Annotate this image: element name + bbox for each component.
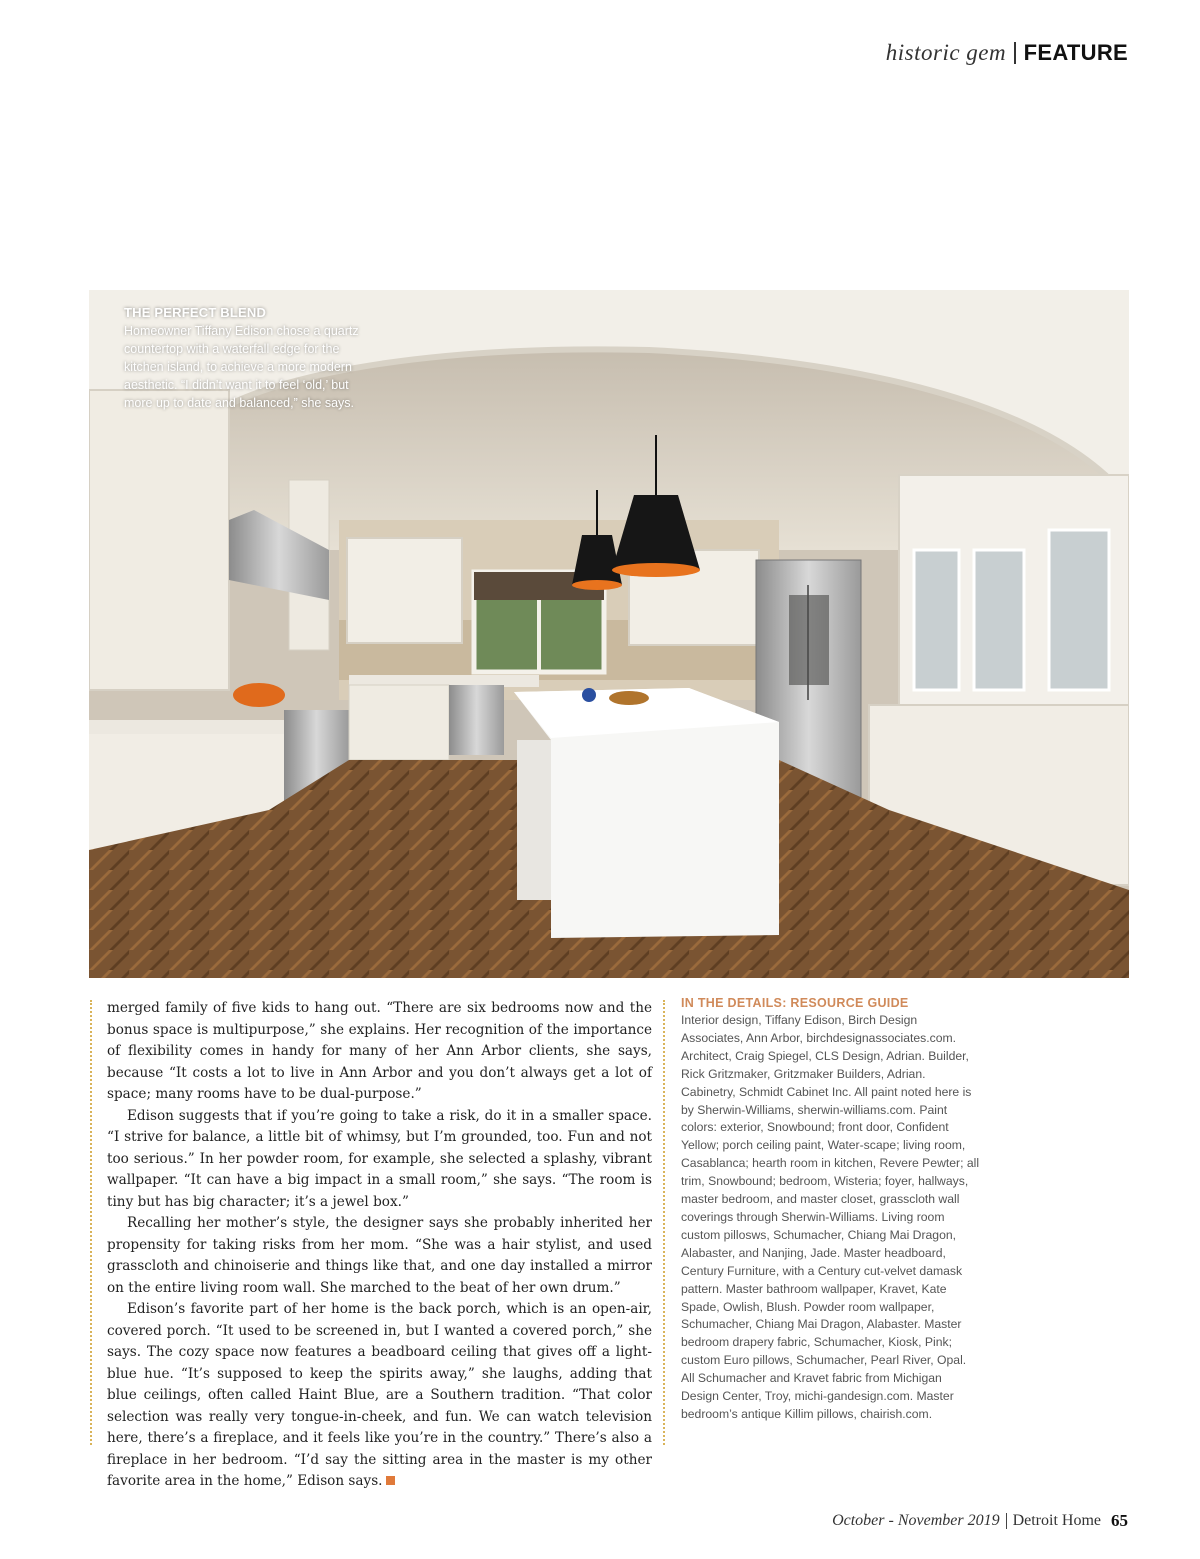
paragraph-3: Recalling her mother’s style, the designer says she probably inherited her propensity for taking risks from her mom. “She was a hair stylist, and used grasscloth and chinoiserie and things like that, and one day installed a mirror on the entire living room wall. She marched to the beat of her own drum.” <box>107 1215 652 1296</box>
footer-divider <box>1006 1513 1007 1529</box>
paragraph-2: Edison suggests that if you’re going to take a risk, do it in a smaller space. “I strive for balance, a little bit of whimsy, but I’m grounded, too. Fun and not too serious.” In her powder room, for example, she selected a splashy, vibrant wallpaper. “It can have a big impact in a small room,” she says. “The room is tiny but has big character; it’s a jewel box.” <box>107 1107 652 1210</box>
kitchen-photo <box>89 290 1129 978</box>
resource-guide-title: IN THE DETAILS: RESOURCE GUIDE <box>681 996 909 1010</box>
page-number: 65 <box>1111 1511 1128 1530</box>
magazine-name: Detroit Home <box>1012 1512 1101 1529</box>
left-column-rule <box>90 1000 92 1445</box>
issue-date: October - November 2019 <box>832 1512 1000 1529</box>
resource-guide <box>681 996 981 1424</box>
paragraph-4 <box>107 1299 652 1493</box>
resource-guide-body: Interior design, Tiffany Edison, Birch Design Associates, Ann Arbor, birchdesignassociates.com. Architect, Craig Spiegel, CLS Design, Adrian. Builder, Rick Gritzmaker, Gritzmaker Builders, Adrian. Cabinetry, Schmidt Cabinet Inc. All paint noted here is by Sherwin-Williams, sherwin-williams.com. Paint colors: exterior, Snowbound; front door, Confident Yellow; porch ceiling paint, Water-scape; living room, Casablanca; hearth room in kitchen, Revere Pewter; all trim, Snowbound; bedroom, Wisteria; foyer, hallways, master bedroom, and master closet, grasscloth wall coverings through Sherwin-Williams. Living room custom pillosws, Schumacher, Chiang Mai Dragon, Alabaster, and Nanjing, Jade. Master headboard, Century Furniture, with a Century cut-velvet damask pattern. Master bathroom wallpaper, Kravet, Kate Spade, Owlish, Blush. Powder room wallpaper, Schumacher, Chiang Mai Dragon, Alabaster. Master bedroom drapery fabric, Schumacher, Kiosk, Pink; custom Euro pillows, Schumacher, Pearl River, Opal. All Schumacher and Kravet fabric from Michigan Design Center, Troy, michi-gandesign.com. Master bedroom’s antique Killim pillows, chairish.com. <box>681 1013 980 1421</box>
photo-caption <box>124 304 364 412</box>
feature-label: FEATURE <box>1023 40 1128 65</box>
caption-text: Homeowner Tiffany Edison chose a quartz countertop with a waterfall edge for the kitchen island, to achieve a more modern aesthetic. “I didn’t want it to feel ‘old,’ but more up to date and balanced,” she says. <box>124 324 359 410</box>
header-divider <box>1014 42 1016 64</box>
running-header <box>886 40 1128 66</box>
section-label: historic gem <box>885 40 1007 65</box>
article-body <box>107 998 652 1493</box>
paragraph-4-text: Edison’s favorite part of her home is the back porch, which is an open-air, covered porch. “It used to be screened in, but I wanted a covered porch,” she says. The cozy space now features a beadboard ceiling that gives off a light-blue hue. “It’s supposed to keep the spirits away,” she laughs, adding that blue ceilings, often called Haint Blue, are a Southern tradition. “That color selection was really very tongue-in-cheek, and fun. We can watch television here, there’s a fireplace, and it feels like you’re in the country.” There’s also a fireplace in her bedroom. “I’d say the sitting area in the master is my other favorite area in the home,” Edison says. <box>107 1301 652 1489</box>
end-mark-icon <box>386 1476 395 1485</box>
caption-title: THE PERFECT BLEND <box>124 305 267 320</box>
right-column-rule <box>663 1000 665 1445</box>
page-footer <box>832 1511 1128 1531</box>
paragraph-1: merged family of five kids to hang out. “There are six bedrooms now and the bonus space is multipurpose,” she explains. Her recognition of the importance of flexibility comes in handy for many of her Ann Arbor clients, she says, because “It costs a lot to live in Ann Arbor and you don’t always get a lot of space; many rooms have to be dual-purpose.” <box>107 1000 652 1102</box>
